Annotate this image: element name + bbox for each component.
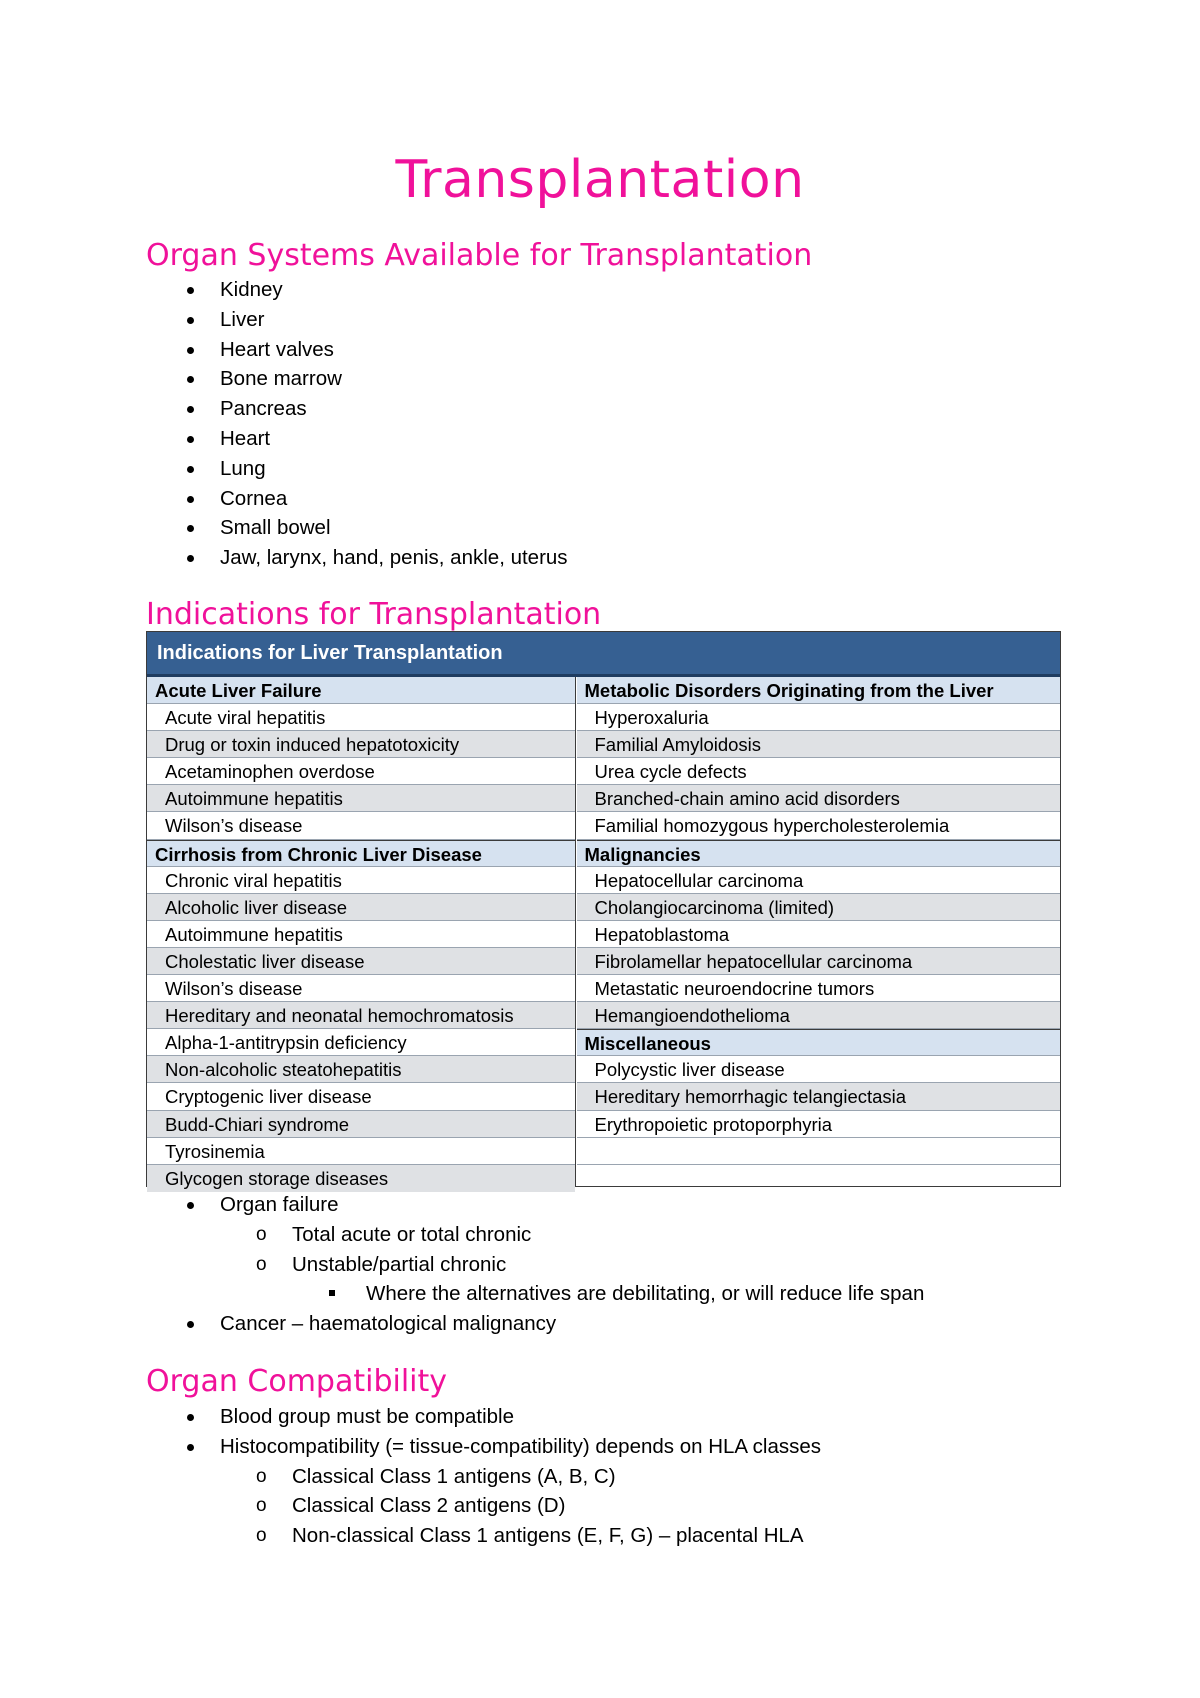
table-row: Cholestatic liver disease — [147, 948, 575, 975]
table-row: Erythropoietic protoporphyria — [577, 1111, 1061, 1138]
table-row: Alpha-1-antitrypsin deficiency — [147, 1029, 575, 1056]
list-item: Kidney — [146, 275, 568, 305]
table-row: Familial homozygous hypercholesterolemia — [577, 812, 1061, 839]
heading-organ-compatibility: Organ Compatibility — [146, 1364, 448, 1399]
table-row: Cryptogenic liver disease — [147, 1083, 575, 1110]
list-item: Heart valves — [146, 335, 568, 365]
table-row: Non-alcoholic steatohepatitis — [147, 1056, 575, 1083]
list-item: o Classical Class 1 antigens (A, B, C) — [146, 1462, 821, 1492]
list-item: Pancreas — [146, 394, 568, 424]
heading-organ-systems: Organ Systems Available for Transplantation — [146, 238, 813, 273]
section-header-metabolic: Metabolic Disorders Originating from the Liver — [577, 677, 1061, 704]
table-row: Branched-chain amino acid disorders — [577, 785, 1061, 812]
table-row: Polycystic liver disease — [577, 1056, 1061, 1083]
list-item: Histocompatibility (= tissue-compatibility) depends on HLA classes — [146, 1432, 821, 1462]
table-row: Fibrolamellar hepatocellular carcinoma — [577, 948, 1061, 975]
table-row: Hyperoxaluria — [577, 704, 1061, 731]
organ-systems-list — [146, 275, 568, 573]
list-item: Where the alternatives are debilitating, or will reduce life span — [146, 1279, 924, 1309]
list-item: Bone marrow — [146, 364, 568, 394]
list-item: Jaw, larynx, hand, penis, ankle, uterus — [146, 543, 568, 573]
table-row: Cholangiocarcinoma (limited) — [577, 894, 1061, 921]
list-item: o Unstable/partial chronic — [146, 1250, 924, 1280]
list-item: o Total acute or total chronic — [146, 1220, 924, 1250]
table-row: Wilson’s disease — [147, 812, 575, 839]
list-item: Small bowel — [146, 513, 568, 543]
section-header-miscellaneous: Miscellaneous — [577, 1029, 1061, 1056]
table-row-empty — [577, 1138, 1061, 1165]
section-header-acute: Acute Liver Failure — [147, 677, 575, 704]
table-row: Hereditary and neonatal hemochromatosis — [147, 1002, 575, 1029]
table-right-column — [577, 677, 1061, 1186]
list-item: Lung — [146, 454, 568, 484]
list-item: o Classical Class 2 antigens (D) — [146, 1491, 821, 1521]
table-row: Tyrosinemia — [147, 1138, 575, 1165]
table-row: Drug or toxin induced hepatotoxicity — [147, 731, 575, 758]
table-row: Autoimmune hepatitis — [147, 921, 575, 948]
table-row: Hepatocellular carcinoma — [577, 867, 1061, 894]
table-row: Hereditary hemorrhagic telangiectasia — [577, 1083, 1061, 1110]
table-row: Alcoholic liver disease — [147, 894, 575, 921]
table-row: Hemangioendothelioma — [577, 1002, 1061, 1029]
compatibility-bullets — [146, 1402, 821, 1551]
list-item: o Non-classical Class 1 antigens (E, F, G) – placental HLA — [146, 1521, 821, 1551]
table-left-column — [147, 677, 576, 1189]
table-title: Indications for Liver Transplantation — [147, 632, 1060, 677]
table-row: Wilson’s disease — [147, 975, 575, 1002]
page-title: Transplantation — [395, 150, 805, 210]
list-item: Cancer – haematological malignancy — [146, 1309, 924, 1339]
table-row: Glycogen storage diseases — [147, 1165, 575, 1192]
list-item: Cornea — [146, 484, 568, 514]
list-item: Heart — [146, 424, 568, 454]
list-item: Blood group must be compatible — [146, 1402, 821, 1432]
table-row: Chronic viral hepatitis — [147, 867, 575, 894]
table-row: Hepatoblastoma — [577, 921, 1061, 948]
table-row: Autoimmune hepatitis — [147, 785, 575, 812]
table-row: Metastatic neuroendocrine tumors — [577, 975, 1061, 1002]
table-row: Urea cycle defects — [577, 758, 1061, 785]
table-row: Budd-Chiari syndrome — [147, 1111, 575, 1138]
liver-transplant-indications-table — [146, 631, 1061, 1187]
table-row: Familial Amyloidosis — [577, 731, 1061, 758]
indications-bullets — [146, 1190, 924, 1339]
heading-indications: Indications for Transplantation — [146, 597, 602, 632]
table-row: Acute viral hepatitis — [147, 704, 575, 731]
table-row: Acetaminophen overdose — [147, 758, 575, 785]
list-item: Organ failure — [146, 1190, 924, 1220]
section-header-malignancies: Malignancies — [577, 840, 1061, 867]
section-header-cirrhosis: Cirrhosis from Chronic Liver Disease — [147, 840, 575, 867]
list-item: Liver — [146, 305, 568, 335]
